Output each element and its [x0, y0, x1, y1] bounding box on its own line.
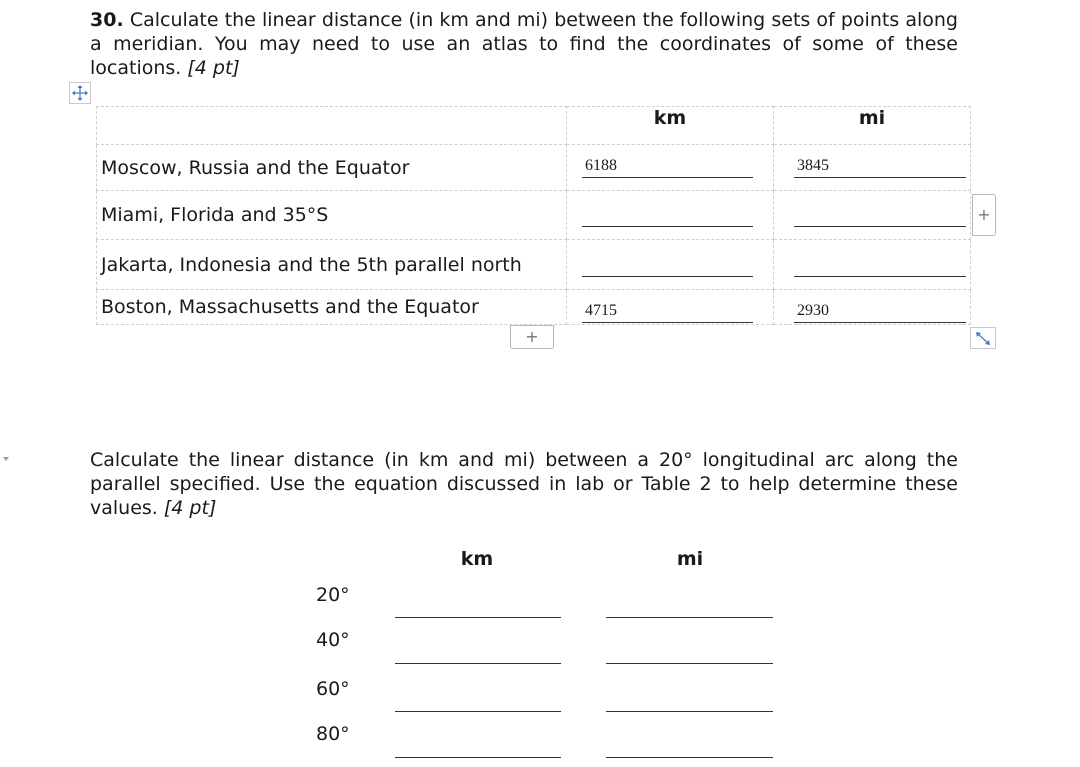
- caret-down-icon: [3, 457, 9, 461]
- header-mi: mi: [774, 107, 971, 145]
- mi-answer-field[interactable]: 3845: [794, 156, 966, 178]
- table-header-row: [97, 107, 971, 145]
- sub-question-paragraph: [90, 448, 958, 520]
- row-label: Jakarta, Indonesia and the 5th parallel north: [97, 240, 567, 290]
- latitude-label: 20°: [316, 584, 350, 606]
- add-column-button[interactable]: +: [972, 194, 996, 236]
- table-row: [97, 145, 971, 191]
- add-row-button[interactable]: +: [510, 325, 554, 349]
- row-label: Miami, Florida and 35°S: [97, 191, 567, 240]
- mi-answer-field[interactable]: 2930: [794, 301, 966, 323]
- question-text: Calculate the linear distance (in km and mi) between the following sets of points along a meridian. You may need to use an atlas to find the coordinates of some of these locations.: [90, 9, 958, 79]
- row-label: Boston, Massachusetts and the Equator: [97, 290, 567, 325]
- question-30-paragraph: [90, 8, 958, 80]
- resize-diagonal-icon: [971, 328, 995, 348]
- latitude-km-header: km: [460, 548, 494, 570]
- header-km: km: [567, 107, 774, 145]
- latitude-label: 40°: [316, 629, 350, 651]
- question-points: [4 pt]: [187, 57, 240, 79]
- header-empty-cell: [97, 107, 567, 145]
- km-answer-field[interactable]: 4715: [582, 301, 753, 323]
- km-answer-field[interactable]: [582, 255, 753, 277]
- distance-table: [96, 106, 971, 325]
- latitude-km-field[interactable]: [395, 711, 561, 712]
- mi-answer-field[interactable]: [794, 255, 966, 277]
- latitude-label: 80°: [316, 723, 350, 745]
- latitude-mi-field[interactable]: [606, 711, 773, 712]
- question-number: 30.: [90, 9, 124, 31]
- table-row: [97, 240, 971, 290]
- km-answer-field[interactable]: [582, 205, 753, 227]
- move-arrows-icon: [71, 84, 89, 102]
- latitude-label: 60°: [316, 678, 350, 700]
- latitude-mi-header: mi: [676, 548, 704, 570]
- row-label: Moscow, Russia and the Equator: [97, 145, 567, 191]
- latitude-km-field[interactable]: [395, 617, 561, 618]
- sub-question-text: Calculate the linear distance (in km and mi) between a 20° longitudinal arc along the parallel specified. Use the equation discussed in lab or Table 2 to help determine these values.: [90, 449, 958, 519]
- km-answer-field[interactable]: 6188: [582, 156, 753, 178]
- mi-answer-field[interactable]: [794, 205, 966, 227]
- latitude-mi-field[interactable]: [606, 757, 773, 758]
- latitude-km-field[interactable]: [395, 757, 561, 758]
- latitude-km-field[interactable]: [395, 663, 561, 664]
- table-resize-handle[interactable]: [970, 327, 996, 349]
- latitude-mi-field[interactable]: [606, 663, 773, 664]
- latitude-mi-field[interactable]: [606, 617, 773, 618]
- table-row: [97, 191, 971, 240]
- sub-question-points: [4 pt]: [163, 497, 217, 519]
- table-move-handle[interactable]: [69, 82, 91, 104]
- table-row: [97, 290, 971, 325]
